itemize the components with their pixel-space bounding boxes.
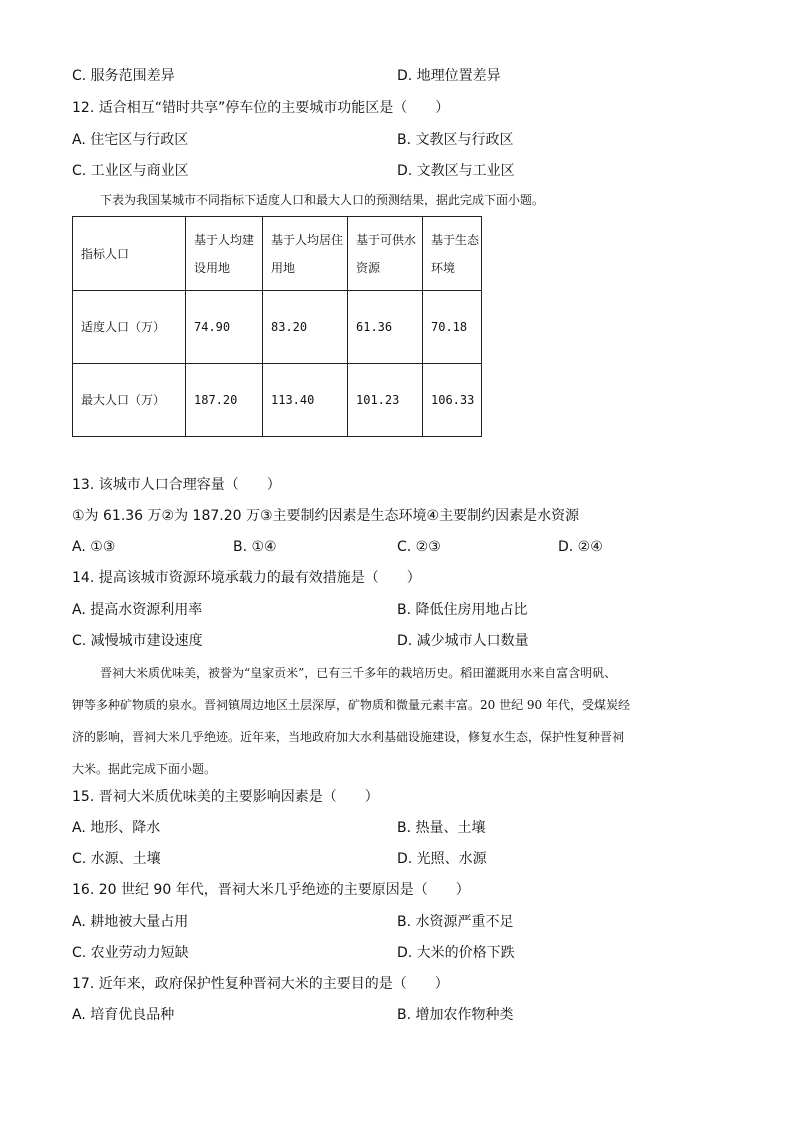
- table-intro: [72, 184, 722, 216]
- q13-option-c: C. ②③: [397, 539, 441, 555]
- q14-stem: 14. 提高该城市资源环境承载力的最有效措施是（ ）: [72, 570, 421, 586]
- q13-option-d: D. ②④: [558, 539, 603, 555]
- q17-option-b: B. 增加农作物种类: [397, 1007, 514, 1023]
- population-table: [72, 216, 482, 437]
- table-row-label: 最大人口（万）: [73, 364, 186, 437]
- table-cell: 83.20: [263, 291, 348, 364]
- q15-option-b: B. 热量、土壤: [397, 820, 486, 836]
- q14-option-d: D. 减少城市人口数量: [397, 633, 529, 649]
- q12-stem: 12. 适合相互“错时共享”停车位的主要城市功能区是（ ）: [72, 100, 450, 116]
- table-cell: 106.33: [423, 364, 482, 437]
- q16-option-b: B. 水资源严重不足: [397, 914, 514, 930]
- q13-option-a: A. ①③: [72, 539, 116, 555]
- q12-option-b: B. 文教区与行政区: [397, 132, 514, 148]
- q13-statements: ①为 61.36 万②为 187.20 万③主要制约因素是生态环境④主要制约因素是水资源: [72, 508, 580, 524]
- table-header-row: [73, 217, 482, 291]
- table-row-label: 适度人口（万）: [73, 291, 186, 364]
- table-header-cell: 基于生态环境: [423, 217, 482, 291]
- table-cell: 101.23: [348, 364, 423, 437]
- q16-stem: 16. 20 世纪 90 年代，晋祠大米几乎绝迹的主要原因是（ ）: [72, 882, 470, 898]
- q16-option-d: D. 大米的价格下跌: [397, 945, 515, 961]
- q16-option-a: A. 耕地被大量占用: [72, 914, 189, 930]
- table-row: [73, 291, 482, 364]
- table-header-cell: 指标人口: [73, 217, 186, 291]
- q11-option-c: C. 服务范围差异: [72, 68, 175, 84]
- passage: [72, 657, 722, 785]
- q14-option-b: B. 降低住房用地占比: [397, 602, 528, 618]
- passage-text: 晋祠大米质优味美，被誉为“皇家贡米”，已有三千多年的栽培历史。稻田灌溉用水来自富含明矾、: [100, 666, 617, 680]
- passage-line: 大米。据此完成下面小题。: [72, 762, 217, 776]
- table-intro-text: 下表为我国某城市不同指标下适度人口和最大人口的预测结果，据此完成下面小题。: [100, 193, 545, 207]
- q12-option-c: C. 工业区与商业区: [72, 163, 189, 179]
- passage-line: 济的影响，晋祠大米几乎绝迹。近年来，当地政府加大水利基础设施建设，修复水生态，保护性复种晋祠: [72, 730, 625, 744]
- table-header-cell: 基于可供水资源: [348, 217, 423, 291]
- q12-option-d: D. 文教区与工业区: [397, 163, 515, 179]
- table-cell: 70.18: [423, 291, 482, 364]
- q14-option-c: C. 减慢城市建设速度: [72, 633, 203, 649]
- q14-option-a: A. 提高水资源利用率: [72, 602, 203, 618]
- q17-option-a: A. 培育优良品种: [72, 1007, 175, 1023]
- q16-option-c: C. 农业劳动力短缺: [72, 945, 189, 961]
- q15-stem: 15. 晋祠大米质优味美的主要影响因素是（ ）: [72, 789, 379, 805]
- q13-stem: 13. 该城市人口合理容量（ ）: [72, 477, 281, 493]
- table-row: [73, 364, 482, 437]
- q15-option-d: D. 光照、水源: [397, 851, 487, 867]
- table-cell: 113.40: [263, 364, 348, 437]
- table-header-cell: 基于人均居住用地: [263, 217, 348, 291]
- q15-option-a: A. 地形、降水: [72, 820, 161, 836]
- table-header-cell: 基于人均建设用地: [186, 217, 263, 291]
- passage-line: [72, 657, 722, 689]
- q15-option-c: C. 水源、土壤: [72, 851, 161, 867]
- table-cell: 187.20: [186, 364, 263, 437]
- q13-option-b: B. ①④: [233, 539, 277, 555]
- passage-line: 钾等多种矿物质的泉水。晋祠镇周边地区土层深厚，矿物质和微量元素丰富。20 世纪 90 年代，受煤炭经: [72, 698, 630, 712]
- table-cell: 61.36: [348, 291, 423, 364]
- q11-option-d: D. 地理位置差异: [397, 68, 501, 84]
- q12-option-a: A. 住宅区与行政区: [72, 132, 189, 148]
- q17-stem: 17. 近年来，政府保护性复种晋祠大米的主要目的是（ ）: [72, 976, 449, 992]
- table-cell: 74.90: [186, 291, 263, 364]
